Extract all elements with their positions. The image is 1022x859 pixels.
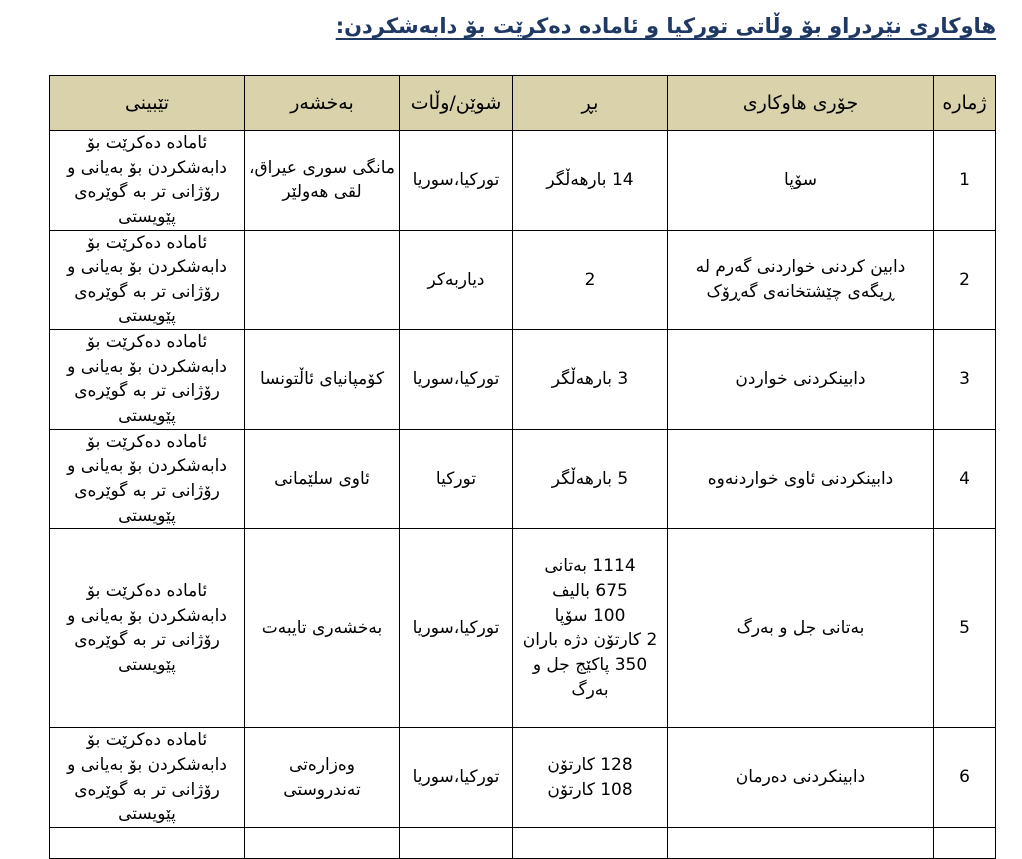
- header-quantity: بڕ: [513, 76, 668, 131]
- cell-type: سۆپا: [668, 131, 934, 231]
- cell-place: تورکیا،سوریا: [400, 131, 513, 231]
- cell-sector: مانگی سوری عیراق، لقی هەولێر: [245, 131, 400, 231]
- cell-empty: [245, 827, 400, 858]
- aid-table: [49, 75, 996, 859]
- quantity-line: 108 کارتۆن: [547, 779, 633, 800]
- cell-note: ئامادە دەکرێت بۆ دابەشکردن بۆ بەیانی و رۆژانی تر بە گوێرەی پێویستی: [50, 529, 245, 728]
- quantity-line: 2 کارتۆن دژە باران: [522, 630, 658, 651]
- cell-quantity: [513, 131, 668, 231]
- cell-place: تورکیا: [400, 429, 513, 529]
- cell-type: بەتانی جل و بەرگ: [668, 529, 934, 728]
- cell-note: ئامادە دەکرێت بۆ دابەشکردن بۆ بەیانی و رۆژانی تر بە گوێرەی پێویستی: [50, 330, 245, 430]
- page-title: هاوکاری نێردراو بۆ وڵاتی تورکیا و ئامادە دەکرێت بۆ دابەشکردن:: [335, 14, 996, 38]
- table-row: [50, 429, 996, 529]
- header-type: جۆری هاوکاری: [668, 76, 934, 131]
- cell-type: دابین کردنی خواردنی گەرم لە ڕیگەی چێشتخانەی گەڕۆک: [668, 230, 934, 330]
- header-note: تێبینی: [50, 76, 245, 131]
- cell-empty: [513, 827, 668, 858]
- quantity-line: 1114 بەتانی: [544, 556, 636, 577]
- header-number: ژمارە: [934, 76, 996, 131]
- cell-number: 5: [934, 529, 996, 728]
- cell-quantity: [513, 429, 668, 529]
- quantity-line: 128 کارتۆن: [547, 754, 633, 775]
- cell-sector: [245, 230, 400, 330]
- cell-quantity: [513, 330, 668, 430]
- header-place: شوێن/وڵات: [400, 76, 513, 131]
- cell-type: دابینکردنی دەرمان: [668, 728, 934, 828]
- quantity-line: 675 بالیف: [552, 580, 628, 601]
- cell-place: تورکیا،سوریا: [400, 728, 513, 828]
- cell-number: 1: [934, 131, 996, 231]
- cell-number: 6: [934, 728, 996, 828]
- cell-place: تورکیا،سوریا: [400, 529, 513, 728]
- table-row-empty: [50, 827, 996, 858]
- cell-sector: بەخشەری تایبەت: [245, 529, 400, 728]
- cell-place: تورکیا،سوریا: [400, 330, 513, 430]
- quantity-line: 350 پاکێج جل و بەرگ: [532, 654, 648, 700]
- cell-sector: کۆمپانیای ئاڵتونسا: [245, 330, 400, 430]
- cell-quantity: [513, 230, 668, 330]
- quantity-line: 14 بارهەڵگر: [546, 169, 634, 190]
- quantity-line: 100 سۆپا: [554, 605, 626, 626]
- cell-empty: [400, 827, 513, 858]
- table-row: [50, 131, 996, 231]
- table-row: [50, 529, 996, 728]
- quantity-line: 5 بارهەڵگر: [551, 468, 629, 489]
- cell-number: 3: [934, 330, 996, 430]
- table-header-row: [50, 76, 996, 131]
- cell-number: 2: [934, 230, 996, 330]
- cell-place: دیاربەکر: [400, 230, 513, 330]
- cell-quantity: [513, 529, 668, 728]
- cell-note: ئامادە دەکرێت بۆ دابەشکردن بۆ بەیانی و رۆژانی تر بە گوێرەی پێویستی: [50, 728, 245, 828]
- cell-empty: [50, 827, 245, 858]
- table-row: [50, 330, 996, 430]
- cell-empty: [934, 827, 996, 858]
- cell-type: دابینکردنی خواردن: [668, 330, 934, 430]
- cell-sector: وەزارەتی تەندروستی: [245, 728, 400, 828]
- quantity-line: 3 بارهەڵگر: [551, 369, 629, 390]
- cell-number: 4: [934, 429, 996, 529]
- header-sector: بەخشەر: [245, 76, 400, 131]
- quantity-line: 2: [584, 269, 596, 290]
- cell-note: ئامادە دەکرێت بۆ دابەشکردن بۆ بەیانی و رۆژانی تر بە گوێرەی پێویستی: [50, 230, 245, 330]
- cell-sector: ئاوی سلێمانی: [245, 429, 400, 529]
- cell-note: ئامادە دەکرێت بۆ دابەشکردن بۆ بەیانی و رۆژانی تر بە گوێرەی پێویستی: [50, 131, 245, 231]
- cell-type: دابینکردنی ئاوی خواردنەوە: [668, 429, 934, 529]
- cell-empty: [668, 827, 934, 858]
- cell-note: ئامادە دەکرێت بۆ دابەشکردن بۆ بەیانی و رۆژانی تر بە گوێرەی پێویستی: [50, 429, 245, 529]
- table-row: [50, 230, 996, 330]
